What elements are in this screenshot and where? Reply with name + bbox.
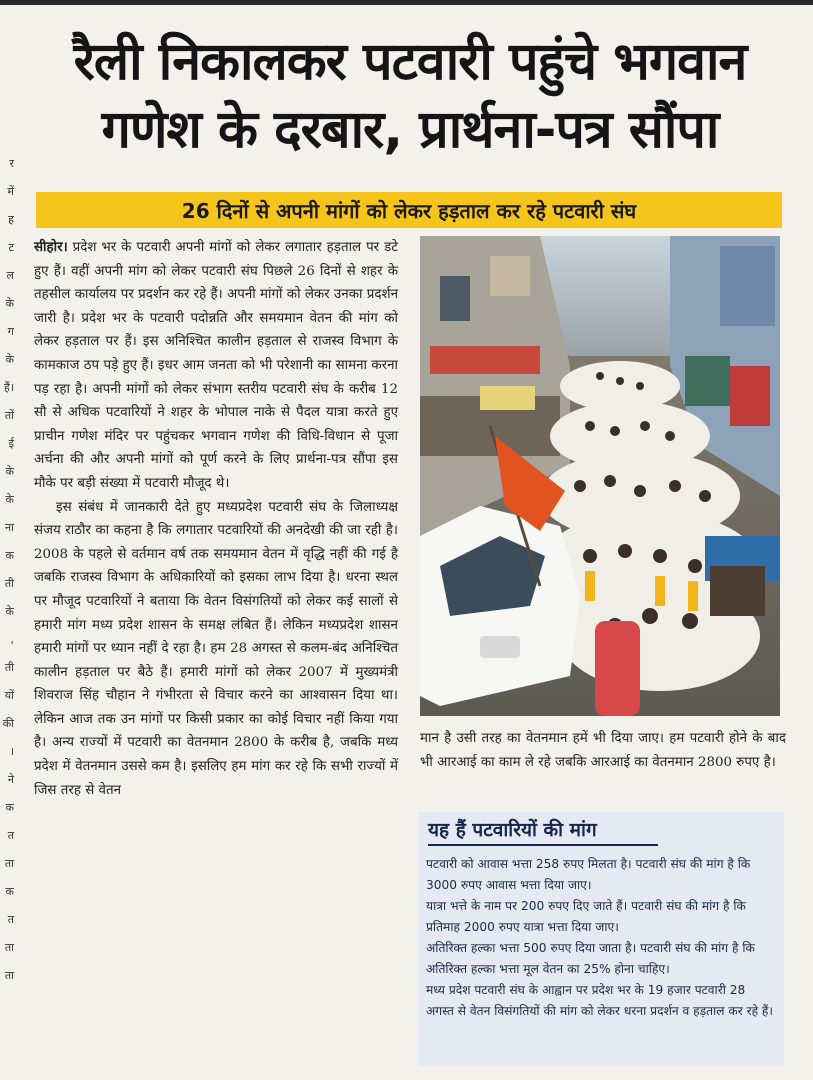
fragment: की: [2, 717, 14, 730]
fragment: के: [5, 605, 14, 618]
fragment: हैं।: [3, 381, 14, 394]
demand-item: अतिरिक्त हल्का भत्ता 500 रुपए दिया जाता है। पटवारी संघ की मांग है कि अतिरिक्त हल्का भत्ता मूल वेतन का 25% होना चाहिए।: [426, 941, 755, 976]
fragment: ता: [4, 857, 14, 870]
fragment: के: [5, 465, 14, 478]
fragment: ता: [4, 941, 14, 954]
fragment: क: [5, 885, 14, 898]
fragment: ल: [6, 269, 14, 282]
fragment: ना: [5, 521, 14, 534]
fragment: ।: [9, 745, 14, 758]
subheadline-bar: [36, 192, 782, 228]
fragment: ता: [4, 969, 14, 982]
fragment: के: [5, 493, 14, 506]
fragment: के: [5, 297, 14, 310]
article-body: [34, 236, 398, 802]
rally-street-image: [420, 236, 780, 716]
dateline: सीहोर।: [34, 239, 68, 255]
fragment: यों: [4, 689, 14, 702]
fragment: ती: [4, 661, 14, 674]
rally-photo: [420, 236, 780, 716]
fragment: में: [7, 185, 14, 198]
demand-item: मध्य प्रदेश पटवारी संघ के आह्वान पर प्रदेश भर के 19 हजार पटवारी 28 अगस्त से वेतन विसंगतियों की मांग को लेकर धरना प्रदर्शन व हड़ताल कर रहे हैं।: [426, 983, 774, 1018]
fragment: ती: [4, 577, 14, 590]
fragment: के: [5, 353, 14, 366]
demands-box-title: यह हैं पटवारियों की मांग: [428, 816, 658, 846]
demand-item: पटवारी को आवास भत्ता 258 रुपए मिलता है। पटवारी संघ की मांग है कि 3000 रुपए आवास भत्ता दिया जाए।: [426, 857, 751, 892]
demands-box: [418, 812, 784, 1066]
fragment: ह: [8, 213, 14, 226]
fragment: ,: [10, 633, 14, 646]
fragment: ई: [8, 437, 14, 450]
top-rule: [0, 0, 813, 5]
fragment: ट: [8, 241, 14, 254]
adjacent-column-fragments: [0, 150, 14, 1080]
demand-item: यात्रा भत्ते के नाम पर 200 रुपए दिए जाते हैं। पटवारी संघ की मांग है कि प्रतिमाह 2000 रुपए यात्रा भत्ता दिया जाए।: [426, 899, 746, 934]
article-paragraph-1: [34, 236, 398, 496]
fragment: क: [5, 549, 14, 562]
fragment: क: [5, 801, 14, 814]
fragment: र: [9, 157, 14, 170]
fragment: त: [7, 913, 14, 926]
fragment: त: [7, 829, 14, 842]
paragraph-text: प्रदेश भर के पटवारी अपनी मांगों को लेकर लगातार हड़ताल पर डटे हुए हैं। वहीं अपनी मांग को लेकर पटवारी संघ पिछले 26 दिनों से शहर के तहसील कार्यालय पर प्रदर्शन कर रहे हैं। अपनी मांगों को लेकर उनका प्रदर्शन जारी है। प्रदेश भर के पटवारी पदोन्नति और समयमान वेतन की मांग को लेकर हड़ताल पर हैं। इस अनिश्चित कालीन हड़ताल से राजस्व विभाग के कामकाज ठप पड़े हुए हैं। इधर आम जनता को भी परेशानी का सामना करना पड़ रहा है। अपनी मांगों को लेकर संभाग स्तरीय पटवारी संघ के करीब 12 सौ से अधिक पटवारियों ने शहर के भोपाल नाके से पैदल यात्रा करते हुए प्राचीन गणेश मंदिर पर पहुंचकर भगवान गणेश की विधि-विधान से पूजा अर्चना की और अपनी मांगों को पूर्ण करने के लिए प्रार्थना-पत्र सौंपा इस मौके पर बड़ी संख्या में पटवारी मौजूद थे।: [34, 240, 398, 491]
subheadline: 26 दिनों से अपनी मांगों को लेकर हड़ताल कर रहे पटवारी संघ: [181, 198, 637, 223]
article-paragraph-2: इस संबंध में जानकारी देते हुए मध्यप्रदेश पटवारी संघ के जिलाध्यक्ष संजय राठौर का कहना है कि लगातार पटवारियों की अनदेखी की जा रही है। 2008 के पहले से वर्तमान वर्ष तक समयमान वेतन में वृद्धि नहीं की गई है जबकि राजस्व विभाग के अधिकारियों को इसका लाभ दिया है। धरना स्थल पर मौजूद पटवारियों ने बताया कि वेतन विसंगतियों को लेकर कई सालों से हमारी मांग मध्य प्रदेश शासन के समक्ष लंबित हैं। लेकिन मध्यप्रदेश शासन हमारी मांगों पर ध्यान नहीं दे रहा है। हम 28 अगस्त से कलम-बंद अनिश्चित कालीन हड़ताल पर बैठे हैं। हमारी मांगों को लेकर 2007 में मुख्यमंत्री शिवराज सिंह चौहान ने गंभीरता से विचार करने का आश्वासन दिया था। लेकिन आज तक उन मांगों पर किसी प्रकार का कोई विचार नहीं किया गया है। अन्य राज्यों में पटवारी का वेतनमान 2800 के करीब है, जबकि मध्य प्रदेश में वेतनमान उससे कम है। इसलिए हम मांग कर रहे कि सभी राज्यों में जिस तरह से वेतन: [34, 499, 398, 798]
headline: रैली निकालकर पटवारी पहुंचे भगवान गणेश के दरबार, प्रार्थना-पत्र सौंपा: [73, 32, 747, 160]
fragment: ने: [7, 773, 14, 786]
demands-list: [426, 854, 776, 1022]
fragment: तों: [4, 409, 14, 422]
fragment: ग: [7, 325, 14, 338]
article-continuation: मान है उसी तरह का वेतनमान हमें भी दिया जाए। हम पटवारी होने के बाद भी आरआई का काम ले रहे जबकि आरआई का वेतनमान 2800 रुपए है।: [420, 731, 786, 770]
